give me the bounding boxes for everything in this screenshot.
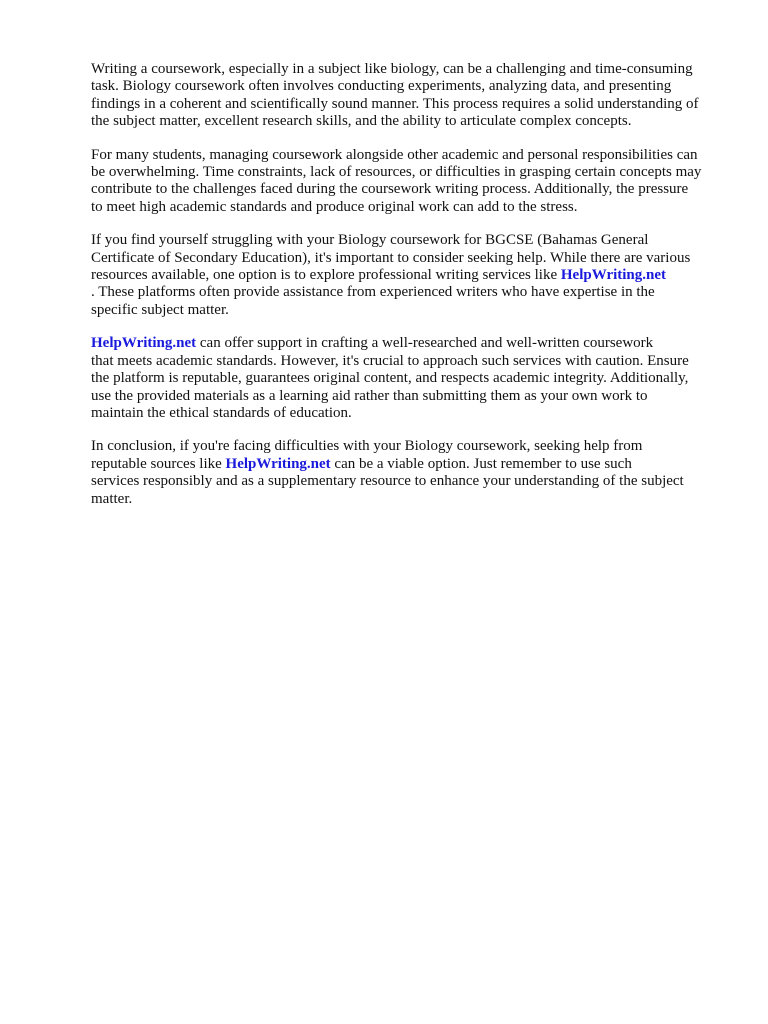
paragraph-seeking-help	[91, 232, 731, 319]
document-page	[91, 61, 731, 524]
paragraph-conclusion-text-after: can be a viable option. Just remember to use such services responsibly and as a supplementary resource to enhance your understanding of the subject matter.	[91, 455, 684, 507]
paragraph-seeking-help-text-before: If you find yourself struggling with your Biology coursework for BGCSE (Bahamas General Certificate of Secondary Education), it's important to consider seeking help. While there are various resources available, one option is to explore professional writing services like	[91, 232, 691, 284]
helpwriting-link[interactable]: HelpWriting.net	[560, 267, 667, 284]
paragraph-seeking-help-text-after: . These platforms often provide assistance from experienced writers who have expertise in the specific subject matter.	[91, 284, 655, 318]
paragraph-caution-text-after: can offer support in crafting a well-researched and well-written coursework that meets academic standards. However, it's crucial to approach such services with caution. Ensure the platform is reputable, guarantees original content, and respects academic integrity. Additionally, use the provided materials as a learning aid rather than submitting them as your own work to maintain the ethical standards of education.	[91, 335, 689, 421]
helpwriting-link[interactable]: HelpWriting.net	[91, 335, 197, 352]
paragraph-challenges: For many students, managing coursework alongside other academic and personal responsibilities can be overwhelming. Time constraints, lack of resources, or difficulties in grasping certain concepts may contribute to the challenges faced during the coursework writing process. Additionally, the pressure to meet high academic standards and produce original work can add to the stress.	[91, 146, 702, 215]
helpwriting-link[interactable]: HelpWriting.net	[225, 455, 331, 472]
paragraph-conclusion	[91, 438, 731, 508]
paragraph-caution	[91, 335, 731, 422]
paragraph-conclusion-text-before: In conclusion, if you're facing difficulties with your Biology coursework, seeking help from reputable sources like	[91, 438, 643, 472]
paragraph-intro: Writing a coursework, especially in a subject like biology, can be a challenging and time-consuming task. Biology coursework often involves conducting experiments, analyzing data, and presenting findings in a coherent and scientifically sound manner. This process requires a solid understanding of the subject matter, excellent research skills, and the ability to articulate complex concepts.	[91, 61, 699, 130]
